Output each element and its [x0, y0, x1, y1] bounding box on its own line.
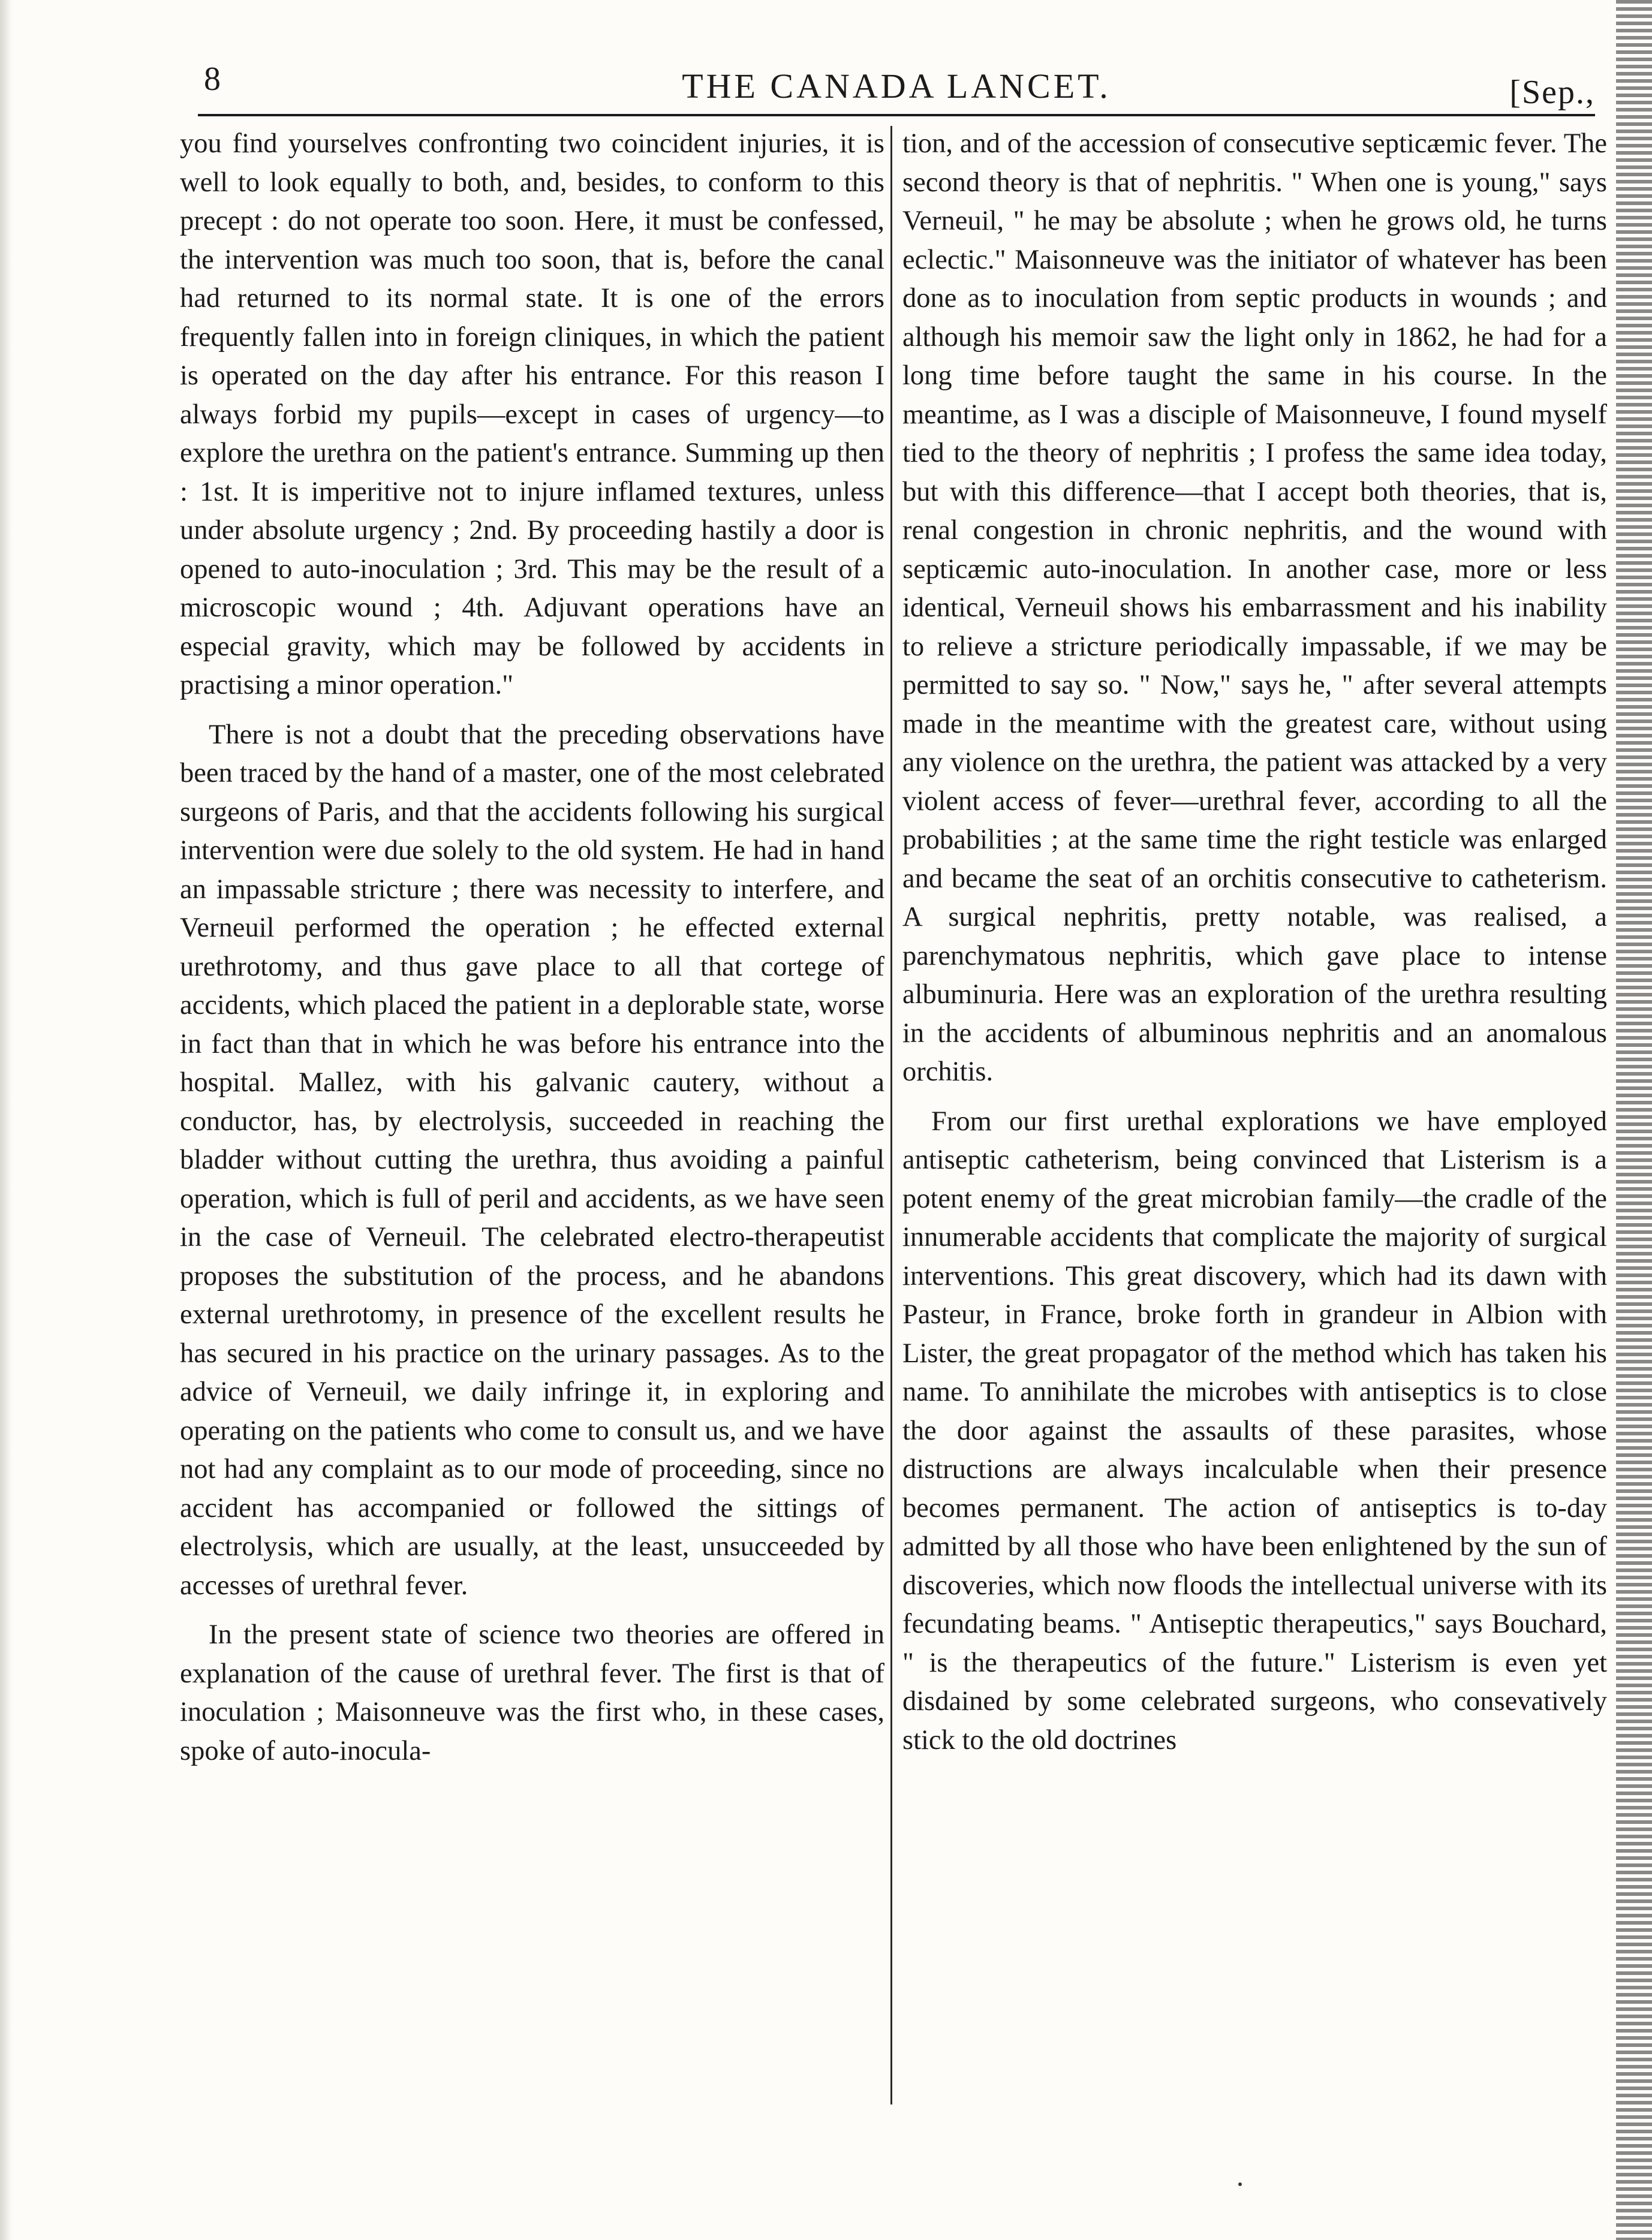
scan-edge-right — [1616, 0, 1652, 2240]
header-rule — [198, 114, 1595, 116]
right-paragraph-2: From our first urethal explorations we have employed antiseptic catheterism, being convinced that Listerism is a potent enemy of the great microbian family—the cradle of the innumerable accidents that complicate the majority of surgical interventions. This great discovery, which had its dawn with Pasteur, in France, broke forth in grandeur in Albion with Lister, the great propagator of the method which has taken his name. To annihilate the microbes with antiseptics is to close the door against the assaults of these parasites, whose distructions are always incalculable when their presence becomes permanent. The action of antiseptics is to-day admitted by all those who have been enlightened by the sun of discoveries, which now floods the intellectual universe with its fecundating beams. " Antiseptic therapeutics," says Bouchard, " is the therapeutics of the future." Listerism is even yet disdained by some celebrated surgeons, who consevatively stick to the old doctrines — [902, 1106, 1607, 1756]
scan-edge-left — [0, 0, 12, 2240]
left-paragraph-1: you find yourselves confronting two coincident injuries, it is well to look equally to both, and, besides, to conform to this precept : do not operate too soon. Here, it must be confessed, the intervention was much too soon, that is, before the canal had returned to its normal state. It is one of the errors frequently fallen into in foreign cliniques, in which the patient is operated on the day after his entrance. For this reason I always forbid my pupils—except in cases of urgency—to explore the urethra on the patient's entrance. Summing up then : 1st. It is imperitive not to injure inflamed textures, unless under absolute urgency ; 2nd. By proceeding hastily a door is opened to auto-inoculation ; 3rd. This may be the result of a microscopic wound ; 4th. Adjuvant operations have an especial gravity, which may be followed by accidents in practising a minor operation." — [180, 128, 884, 700]
journal-title: THE CANADA LANCET. — [682, 67, 1111, 106]
left-paragraph-3: In the present state of science two theories are offered in explanation of the cause of urethral fever. The first is that of inoculation ; Maisonneuve was the first who, in these cases, spoke of auto-inocula- — [180, 1619, 884, 1766]
print-speck — [1238, 2182, 1242, 2186]
page-number: 8 — [204, 61, 221, 98]
left-column — [180, 125, 884, 1781]
issue-month: [Sep., — [1509, 74, 1595, 111]
right-paragraph-1: tion, and of the accession of consecutive septicæmic fever. The second theory is that of nephritis. " When one is young," says Verneuil, " he may be absolute ; when he grows old, he turns eclectic." Maisonneuve was the initiator of whatever has been done as to inoculation from septic products in wounds ; and although his memoir saw the light only in 1862, he had for a long time before taught the same in his course. In the meantime, as I was a disciple of Maisonneuve, I found myself tied to the theory of nephritis ; I profess the same idea today, but with this difference—that I accept both theories, that is, renal congestion in chronic nephritis, and the wound with septicæmic auto-inoculation. In another case, more or less identical, Verneuil shows his embarrassment and his inability to relieve a stricture periodically impassable, if we may be permitted to say so. " Now," says he, " after several attempts made in the meantime with the greatest care, without using any violence on the urethra, the patient was attacked by a very violent access of fever—urethral fever, according to all the probabilities ; at the same time the right testicle was enlarged and became the seat of an orchitis consecutive to catheterism. A surgical nephritis, pretty notable, was realised, a parenchymatous nephritis, which gave place to intense albuminuria. Here was an exploration of the urethra resulting in the accidents of albuminous nephritis and an anomalous orchitis. — [902, 128, 1607, 1087]
column-divider — [890, 126, 892, 2104]
right-column — [902, 125, 1607, 1771]
running-head — [198, 60, 1595, 114]
left-paragraph-2: There is not a doubt that the preceding observations have been traced by the hand of a master, one of the most celebrated surgeons of Paris, and that the accidents following his surgical intervention were due solely to the old system. He had in hand an impassable stricture ; there was necessity to interfere, and Verneuil performed the operation ; he effected external urethrotomy, and thus gave place to all that cortege of accidents, which placed the patient in a deplorable state, worse in fact than that in which he was before his entrance into the hospital. Mallez, with his galvanic cautery, without a conductor, has, by electrolysis, succeeded in reaching the bladder without cutting the urethra, thus avoiding a painful operation, which is full of peril and accidents, as we have seen in the case of Verneuil. The celebrated electro-therapeutist proposes the substitution of the process, and he abandons external urethrotomy, in presence of the excellent results he has secured in his practice on the urinary passages. As to the advice of Verneuil, we daily infringe it, in exploring and operating on the patients who come to consult us, and we have not had any complaint as to our mode of proceeding, since no accident has accompanied or followed the sittings of electrolysis, which are usually, at the least, unsucceeded by accesses of urethral fever. — [180, 719, 884, 1601]
